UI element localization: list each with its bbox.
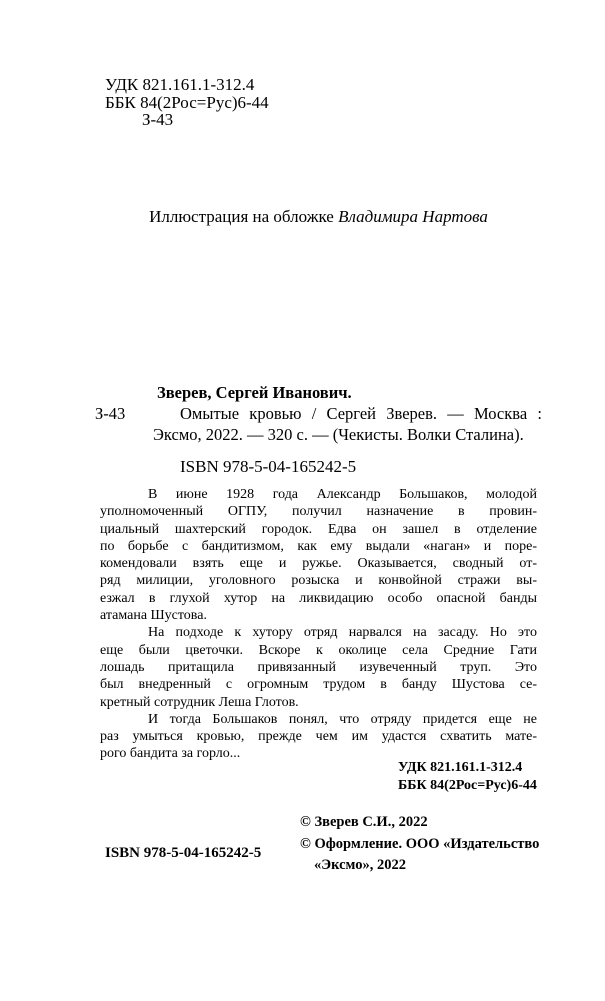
annotation-line: На подходе к хутору отряд нарвался на засаду. Но это [148, 625, 537, 641]
cover-artist-name: Владимира Нартова [338, 207, 488, 226]
bottom-classification-codes [398, 759, 537, 794]
bibliographic-record [95, 382, 542, 445]
annotation-line: атамана Шустова. [100, 608, 207, 624]
udc-code: УДК 821.161.1-312.4 [398, 760, 523, 775]
bib-record-content [153, 382, 542, 445]
annotation-line: И тогда Большаков понял, что отряду придется еще не [148, 711, 537, 727]
cover-illustration-credit [100, 207, 537, 227]
copyright-block [300, 812, 545, 877]
author-sign: З-43 [95, 404, 126, 423]
annotation-line: ряд милиции, уголовного розыска и конвойной стражи вы- [100, 573, 537, 589]
author-sign: З-43 [142, 110, 174, 129]
annotation-line: еще были цветочки. Вскоре к околице села Средние Гати [100, 642, 537, 658]
bib-author: Зверев, Сергей Иванович. [157, 383, 352, 402]
annotation-line: езжал в глухой хутор на ликвидацию особо опасной банды [100, 590, 537, 606]
annotation-line: был внедренный с огромным трудом в банду Шустова се- [100, 677, 537, 693]
copyright-line: © Зверев С.И., 2022 [300, 814, 428, 830]
isbn-number: ISBN 978-5-04-165242-5 [180, 457, 357, 476]
annotation-line: уполномоченный ОГПУ, получил назначение в провин- [100, 504, 537, 520]
bbk-code: ББК 84(2Рос=Рус)6-44 [105, 92, 269, 112]
bib-publisher-line: Эксмо, 2022. — 320 с. — (Чекисты. Волки Сталина). [153, 425, 524, 444]
udc-code: УДК 821.161.1-312.4 [105, 75, 255, 94]
annotation-line: по борьбе с бандитизмом, как ему выдали «наган» и поре- [100, 538, 537, 554]
annotation-line: раз умыться кровью, прежде чем им удастся схватить мате- [100, 729, 537, 745]
annotation-line: кретный сотрудник Леша Глотов. [100, 694, 299, 710]
top-classification-codes [105, 76, 269, 129]
annotation-line: В июне 1928 года Александр Большаков, молодой [148, 487, 537, 502]
annotation-line: циальный шахтерский городок. Едва он зашел в отделение [100, 521, 537, 537]
annotation-line: рого бандита за горло... [100, 746, 241, 762]
copyright-line: © Оформление. ООО «Издательство [300, 835, 540, 852]
isbn-number-bottom: ISBN 978-5-04-165242-5 [105, 845, 262, 861]
cover-credit-text: Иллюстрация на обложке [149, 207, 339, 226]
annotation [100, 486, 537, 763]
bbk-code: ББК 84(2Рос=Рус)6-44 [398, 777, 537, 793]
annotation-line: лошадь притащила привязанный изувеченный труп. Это [100, 659, 537, 675]
copyright-line: «Эксмо», 2022 [314, 857, 406, 873]
annotation-line: комендовали взять еще и ружье. Оказывается, сводный от- [100, 556, 537, 572]
bib-title-line: Омытые кровью / Сергей Зверев. — Москва : [180, 404, 542, 423]
